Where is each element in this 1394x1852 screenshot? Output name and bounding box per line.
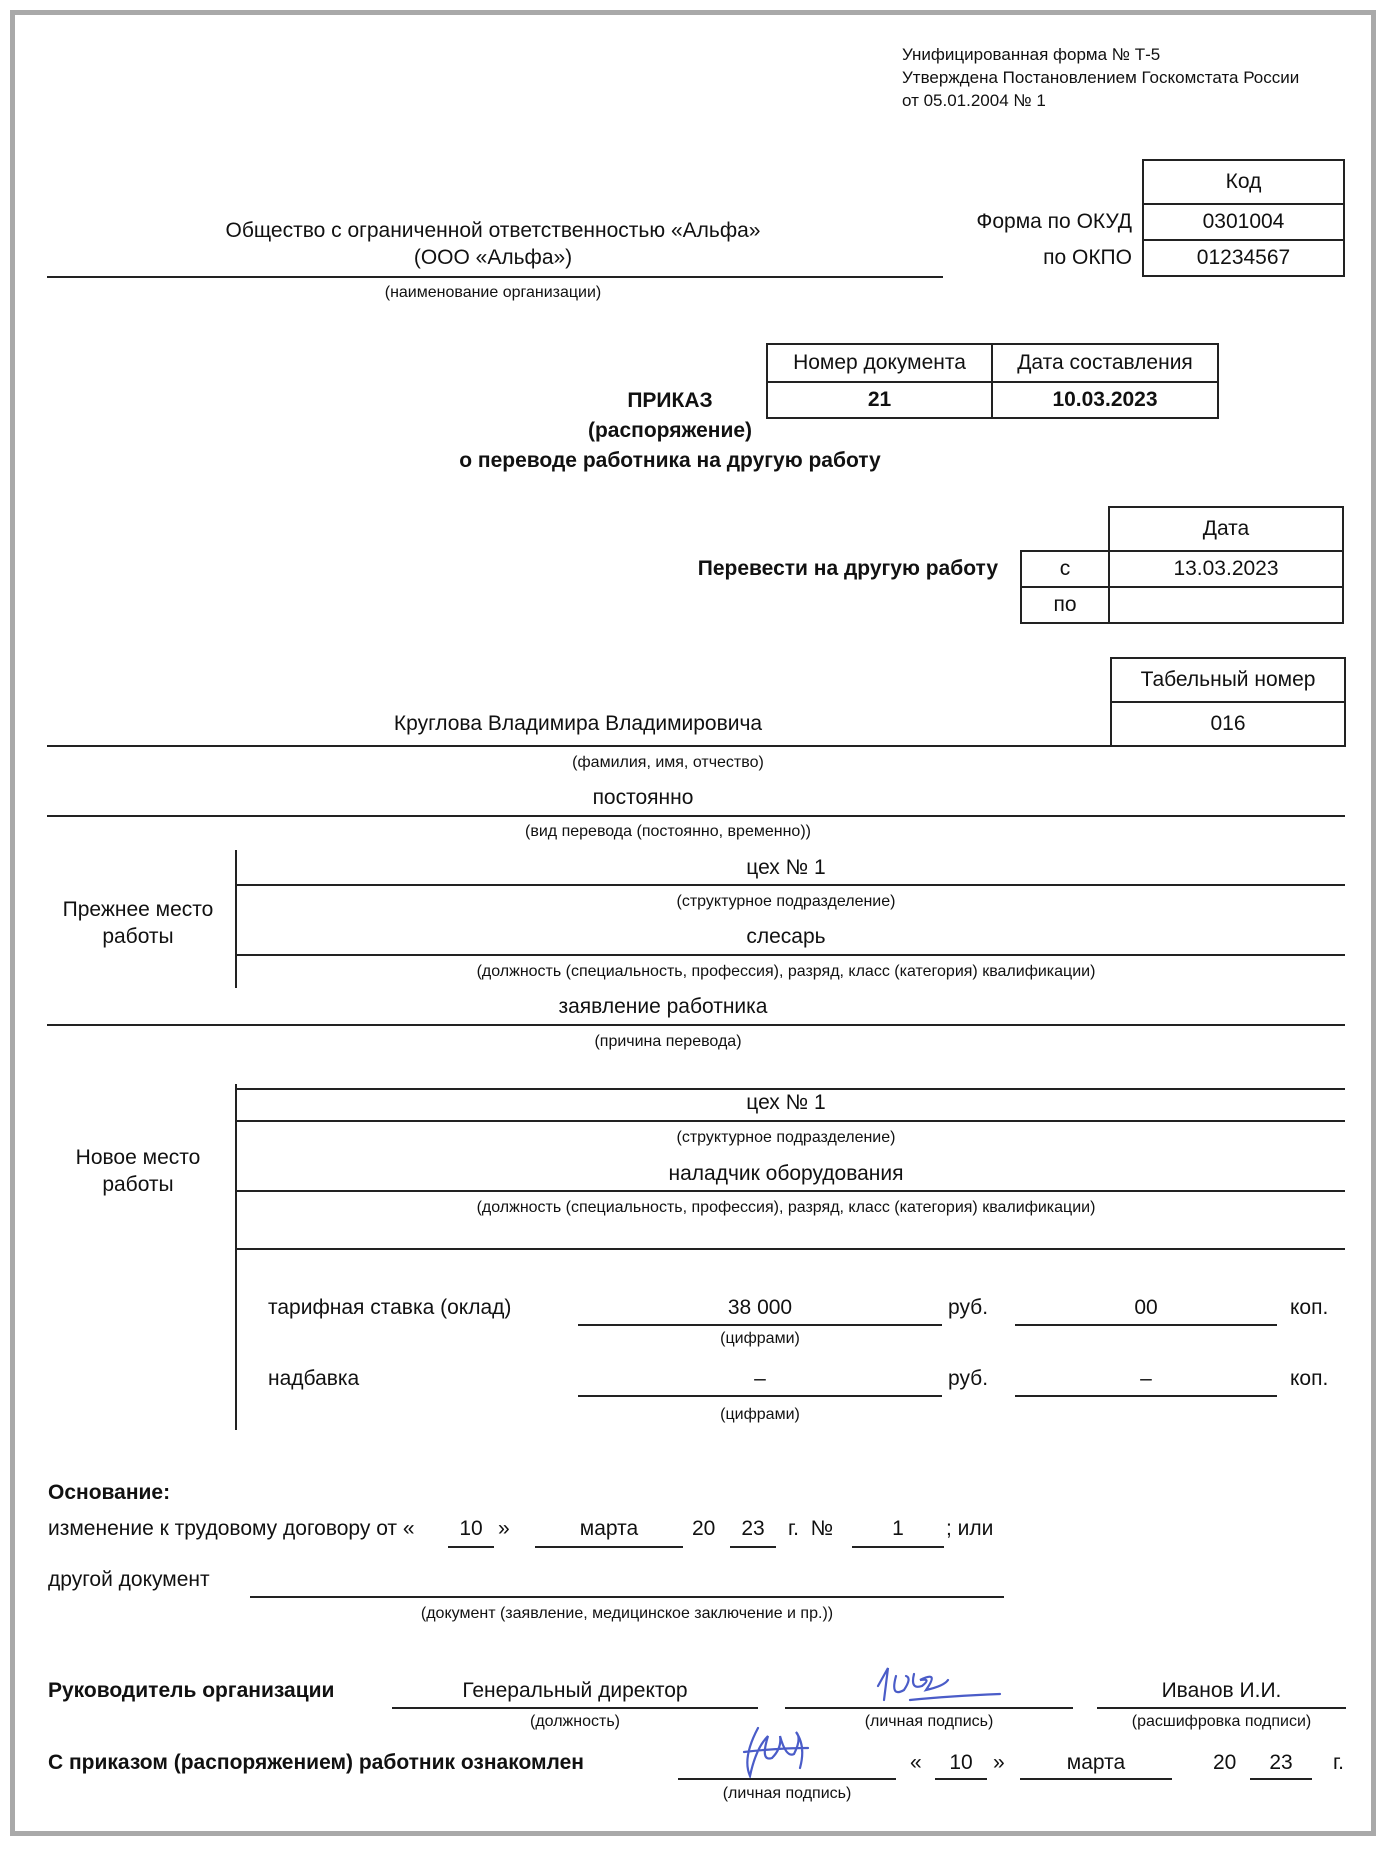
previous-department: цех № 1 — [746, 856, 826, 879]
basis-or-text: ; или — [946, 1517, 994, 1540]
new-place-label-line-1: Новое место — [75, 1146, 201, 1169]
employee-name: Круглова Владимира Владимировича — [393, 712, 763, 735]
ack-year-underline — [1250, 1778, 1312, 1780]
previous-place-label — [48, 896, 228, 950]
previous-department-caption: (структурное подразделение) — [676, 893, 896, 910]
basis-year-underline — [730, 1546, 776, 1548]
employee-signature-underline — [678, 1778, 896, 1780]
new-position-underline — [236, 1190, 1345, 1192]
ack-year-prefix: 20 — [1213, 1751, 1237, 1774]
rate-kop-label: коп. — [1290, 1296, 1329, 1319]
transfer-label: Перевести на другую работу — [697, 557, 998, 580]
doc-date-header: Дата составления — [991, 343, 1219, 383]
head-name: Иванов И.И. — [1161, 1679, 1282, 1702]
head-signature-caption: (личная подпись) — [864, 1713, 994, 1730]
rate-digits-caption: (цифрами) — [720, 1330, 800, 1347]
ack-day-underline — [935, 1778, 987, 1780]
previous-department-underline — [236, 884, 1345, 886]
head-position: Генеральный директор — [462, 1679, 688, 1702]
basis-g-no: г. № — [788, 1517, 834, 1540]
new-department-caption: (структурное подразделение) — [676, 1129, 896, 1146]
organization-name-line-1: Общество с ограниченной ответственностью «Альфа» — [225, 219, 761, 242]
form-reference — [902, 43, 1299, 112]
head-signature-underline — [785, 1707, 1073, 1709]
bonus-kop-underline — [1015, 1395, 1277, 1397]
organization-underline — [47, 276, 943, 278]
bonus-rub-value: – — [754, 1367, 766, 1390]
rate-kop-underline — [1015, 1324, 1277, 1326]
doc-number-value: 21 — [766, 381, 993, 419]
previous-place-label-line-1: Прежнее место — [62, 898, 214, 921]
basis-month: марта — [579, 1517, 639, 1540]
bonus-kop-label: коп. — [1290, 1367, 1329, 1390]
doc-number-header: Номер документа — [766, 343, 993, 383]
head-position-caption: (должность) — [530, 1713, 620, 1730]
head-name-caption: (расшифровка подписи) — [1131, 1713, 1312, 1730]
previous-position-caption: (должность (специальность, профессия), разряд, класс (категория) квалификации) — [476, 963, 1096, 980]
basis-day-underline — [448, 1546, 494, 1548]
other-doc-label: другой документ — [48, 1568, 210, 1591]
basis-day: 10 — [459, 1517, 483, 1540]
ack-month: марта — [1066, 1751, 1126, 1774]
order-description: о переводе работника на другую работу — [459, 449, 881, 472]
employee-name-underline — [47, 745, 1111, 747]
rate-rub-label: руб. — [948, 1296, 989, 1319]
transfer-from-date: 13.03.2023 — [1108, 550, 1344, 588]
bonus-rub-label: руб. — [948, 1367, 989, 1390]
tab-number-header: Табельный номер — [1110, 657, 1346, 703]
new-place-label-line-2: работы — [102, 1173, 174, 1196]
organization-name-line-2: (ООО «Альфа») — [413, 246, 573, 269]
basis-year-prefix: 20 — [692, 1517, 716, 1540]
basis-heading: Основание: — [48, 1481, 171, 1504]
acknowledgement-label: С приказом (распоряжением) работник ознакомлен — [48, 1751, 584, 1774]
form-line-2: Утверждена Постановлением Госкомстата России — [902, 68, 1300, 87]
ack-quote-open: « — [910, 1751, 922, 1774]
okpo-value-cell: 01234567 — [1142, 239, 1345, 277]
basis-month-underline — [535, 1546, 683, 1548]
rate-label: тарифная ставка (оклад) — [268, 1296, 512, 1319]
basis-number: 1 — [892, 1517, 904, 1540]
transfer-reason-caption: (причина перевода) — [594, 1033, 742, 1050]
employee-signature-caption: (личная подпись) — [722, 1785, 852, 1802]
other-doc-caption: (документ (заявление, медицинское заключение и пр.)) — [420, 1605, 834, 1622]
basis-contract-text: изменение к трудовому договору от « — [48, 1517, 415, 1540]
transfer-reason-underline — [47, 1024, 1345, 1026]
okud-value-cell: 0301004 — [1142, 203, 1345, 241]
head-signature — [870, 1660, 1010, 1710]
other-doc-underline — [250, 1596, 1004, 1598]
bonus-label: надбавка — [268, 1367, 360, 1390]
order-subtitle: (распоряжение) — [587, 419, 753, 442]
previous-place-label-line-2: работы — [102, 925, 174, 948]
rate-rub-value: 38 000 — [727, 1296, 793, 1319]
basis-number-underline — [852, 1546, 944, 1548]
order-title: ПРИКАЗ — [627, 389, 713, 412]
transfer-from-label: с — [1020, 550, 1110, 588]
doc-date-value: 10.03.2023 — [991, 381, 1219, 419]
transfer-to-date — [1108, 586, 1344, 624]
head-label: Руководитель организации — [48, 1679, 335, 1702]
employee-name-caption: (фамилия, имя, отчество) — [572, 754, 764, 771]
new-place-extra-line — [236, 1248, 1345, 1250]
code-header-cell: Код — [1142, 159, 1345, 205]
form-line-3: от 05.01.2004 № 1 — [902, 91, 1046, 110]
ack-day: 10 — [949, 1751, 973, 1774]
transfer-type-underline — [47, 815, 1345, 817]
rate-kop-value: 00 — [1134, 1296, 1158, 1319]
new-department: цех № 1 — [746, 1091, 826, 1114]
okpo-label: по ОКПО — [1043, 246, 1132, 269]
form-line-1: Унифицированная форма № Т-5 — [902, 45, 1161, 64]
transfer-to-label: по — [1020, 586, 1110, 624]
previous-position-underline — [236, 954, 1345, 956]
new-position-caption: (должность (специальность, профессия), разряд, класс (категория) квалификации) — [476, 1199, 1096, 1216]
head-name-underline — [1097, 1707, 1346, 1709]
okud-label: Форма по ОКУД — [976, 210, 1132, 233]
new-place-top-line — [236, 1088, 1345, 1090]
previous-position: слесарь — [746, 925, 826, 948]
transfer-reason: заявление работника — [558, 995, 768, 1018]
basis-year: 23 — [741, 1517, 765, 1540]
new-position: наладчик оборудования — [668, 1162, 904, 1185]
bonus-kop-value: – — [1140, 1367, 1152, 1390]
ack-quote-close: » — [993, 1751, 1005, 1774]
employee-signature — [738, 1718, 818, 1784]
tab-number-value: 016 — [1110, 701, 1346, 747]
new-place-label — [48, 1144, 228, 1198]
rate-rub-underline — [578, 1324, 942, 1326]
bonus-rub-underline — [578, 1395, 942, 1397]
transfer-type: постоянно — [592, 786, 694, 809]
transfer-type-caption: (вид перевода (постоянно, временно)) — [525, 823, 811, 840]
new-department-underline — [236, 1120, 1345, 1122]
head-position-underline — [392, 1707, 758, 1709]
organization-caption: (наименование организации) — [384, 284, 602, 301]
bonus-digits-caption: (цифрами) — [720, 1406, 800, 1423]
ack-month-underline — [1020, 1778, 1172, 1780]
basis-quote-close: » — [498, 1517, 510, 1540]
ack-year: 23 — [1269, 1751, 1293, 1774]
transfer-date-header: Дата — [1108, 506, 1344, 552]
ack-g: г. — [1333, 1751, 1344, 1774]
